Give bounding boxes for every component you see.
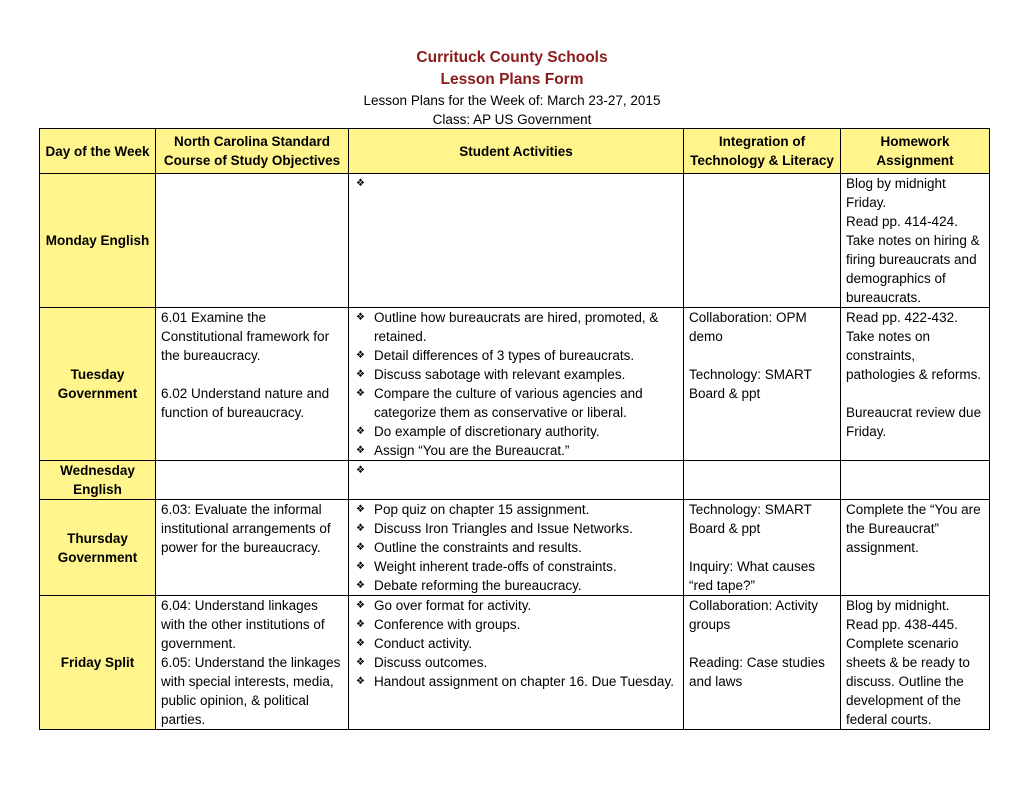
homework-text: Complete scenario sheets & be ready to discuss. Outline the development of the federal courts.: [846, 636, 970, 727]
diamond-dots-icon: ❖: [356, 312, 365, 323]
header-day: Day of the Week: [40, 129, 156, 174]
activities-cell: [349, 308, 684, 461]
list-item: [354, 519, 678, 538]
table-row: [40, 500, 990, 596]
table-row: [40, 461, 990, 500]
activity-text: Discuss sabotage with relevant examples.: [374, 367, 626, 382]
diamond-dots-icon: ❖: [356, 445, 365, 456]
spacer: [689, 634, 835, 653]
homework-text: Blog by midnight Friday.: [846, 176, 946, 210]
class-line: Class: AP US Government: [432, 112, 592, 127]
objectives-text: 6.02 Understand nature and function of bureaucracy.: [161, 386, 330, 420]
activity-list: [354, 308, 678, 460]
list-item: [354, 346, 678, 365]
list-item: [354, 365, 678, 384]
list-item: [354, 596, 678, 615]
integration-text: Reading: Case studies and laws: [689, 655, 825, 689]
objectives-cell: [156, 500, 349, 596]
objectives-text: 6.05: Understand the linkages with special interests, media, public opinion, & political parties.: [161, 655, 341, 727]
diamond-dots-icon: ❖: [356, 619, 365, 630]
list-item: [354, 500, 678, 519]
diamond-dots-icon: ❖: [356, 369, 365, 380]
day-cell: Friday Split: [40, 596, 156, 730]
integration-cell: [684, 308, 841, 461]
school-title: Currituck County Schools: [416, 49, 608, 66]
diamond-dots-icon: ❖: [356, 600, 365, 611]
diamond-dots-icon: ❖: [356, 580, 365, 591]
homework-text: Bureaucrat review due Friday.: [846, 405, 982, 439]
homework-cell: [841, 500, 990, 596]
activity-text: Outline the constraints and results.: [374, 540, 582, 555]
homework-text: Take notes on constraints, pathologies & reforms.: [846, 329, 982, 382]
day-cell: Monday English: [40, 174, 156, 308]
activities-cell: [349, 174, 684, 308]
activity-list: [354, 500, 678, 595]
list-item: [354, 615, 678, 634]
list-item: [354, 384, 678, 422]
integration-cell: [684, 461, 841, 500]
diamond-dots-icon: ❖: [356, 388, 365, 399]
list-item: [354, 672, 678, 691]
activities-cell: [349, 500, 684, 596]
activity-text: Do example of discretionary authority.: [374, 424, 600, 439]
form-title: Lesson Plans Form: [440, 71, 584, 88]
activity-text: Weight inherent trade-offs of constraints.: [374, 559, 617, 574]
activity-text: Go over format for activity.: [374, 598, 532, 613]
activity-text: Debate reforming the bureaucracy.: [374, 578, 582, 593]
integration-text: Inquiry: What causes “red tape?”: [689, 559, 816, 593]
day-cell: Wednesday English: [40, 461, 156, 500]
homework-cell: [841, 461, 990, 500]
homework-cell: [841, 596, 990, 730]
spacer: [846, 384, 984, 403]
table-row: [40, 174, 990, 308]
list-item: [354, 557, 678, 576]
homework-text: Read pp. 414-424.: [846, 214, 958, 229]
activity-text: Assign “You are the Bureaucrat.”: [374, 443, 570, 458]
diamond-dots-icon: ❖: [356, 676, 365, 687]
homework-text: Complete the “You are the Bureaucrat” assignment.: [846, 502, 981, 555]
activity-text: Detail differences of 3 types of bureaucrats.: [374, 348, 635, 363]
integration-text: Technology: SMART Board & ppt: [689, 367, 812, 401]
activity-text: Conference with groups.: [374, 617, 521, 632]
objectives-cell: [156, 174, 349, 308]
diamond-dots-icon: ❖: [356, 542, 365, 553]
diamond-dots-icon: ❖: [356, 350, 365, 361]
integration-cell: [684, 500, 841, 596]
list-item: [354, 308, 678, 346]
list-item: [354, 441, 678, 460]
homework-text: Read pp. 438-445.: [846, 617, 958, 632]
objectives-cell: [156, 596, 349, 730]
diamond-dots-icon: ❖: [356, 638, 365, 649]
activities-cell: [349, 596, 684, 730]
diamond-dots-icon: ❖: [356, 178, 365, 189]
diamond-dots-icon: ❖: [356, 465, 365, 476]
header-objectives: North Carolina Standard Course of Study Objectives: [156, 129, 349, 174]
activity-text: Conduct activity.: [374, 636, 473, 651]
list-item: [354, 422, 678, 441]
list-item: [354, 576, 678, 595]
header-integration: Integration of Technology & Literacy: [684, 129, 841, 174]
table-header-row: [40, 129, 990, 174]
integration-cell: [684, 596, 841, 730]
table-row: [40, 308, 990, 461]
table-body: [40, 174, 990, 730]
homework-text: Take notes on hiring & firing bureaucrats and demographics of bureaucrats.: [846, 233, 980, 305]
objectives-text: 6.03: Evaluate the informal institutional arrangements of power for the bureaucracy.: [161, 502, 331, 555]
lesson-plan-table: [39, 128, 990, 730]
diamond-dots-icon: ❖: [356, 523, 365, 534]
activity-text: Discuss outcomes.: [374, 655, 488, 670]
objectives-cell: [156, 461, 349, 500]
spacer: [689, 346, 835, 365]
homework-text: Blog by midnight.: [846, 598, 950, 613]
integration-text: Collaboration: OPM demo: [689, 310, 807, 344]
activity-text: Discuss Iron Triangles and Issue Networks.: [374, 521, 633, 536]
diamond-dots-icon: ❖: [356, 426, 365, 437]
spacer: [161, 365, 343, 384]
integration-text: Technology: SMART Board & ppt: [689, 502, 812, 536]
homework-text: Read pp. 422-432.: [846, 310, 958, 325]
spacer: [689, 538, 835, 557]
activity-list: [354, 596, 678, 691]
objectives-text: 6.04: Understand linkages with the other institutions of government.: [161, 598, 325, 651]
objectives-cell: [156, 308, 349, 461]
diamond-dots-icon: ❖: [356, 561, 365, 572]
list-item: [354, 653, 678, 672]
activity-text: Pop quiz on chapter 15 assignment.: [374, 502, 590, 517]
day-cell: Tuesday Government: [40, 308, 156, 461]
homework-cell: [841, 174, 990, 308]
table-row: [40, 596, 990, 730]
integration-cell: [684, 174, 841, 308]
diamond-dots-icon: ❖: [356, 504, 365, 515]
activity-text: Compare the culture of various agencies and categorize them as conservative or liberal.: [374, 386, 643, 420]
list-item: [354, 634, 678, 653]
activity-text: Handout assignment on chapter 16. Due Tuesday.: [374, 674, 674, 689]
activities-cell: [349, 461, 684, 500]
header-homework: Homework Assignment: [841, 129, 990, 174]
objectives-text: 6.01 Examine the Constitutional framework for the bureaucracy.: [161, 310, 330, 363]
day-cell: Thursday Government: [40, 500, 156, 596]
document-header: [0, 47, 1024, 129]
integration-text: Collaboration: Activity groups: [689, 598, 819, 632]
activity-text: Outline how bureaucrats are hired, promoted, & retained.: [374, 310, 659, 344]
header-activities: Student Activities: [349, 129, 684, 174]
homework-cell: [841, 308, 990, 461]
list-item: [354, 538, 678, 557]
week-line: Lesson Plans for the Week of: March 23-27, 2015: [363, 93, 661, 108]
diamond-dots-icon: ❖: [356, 657, 365, 668]
